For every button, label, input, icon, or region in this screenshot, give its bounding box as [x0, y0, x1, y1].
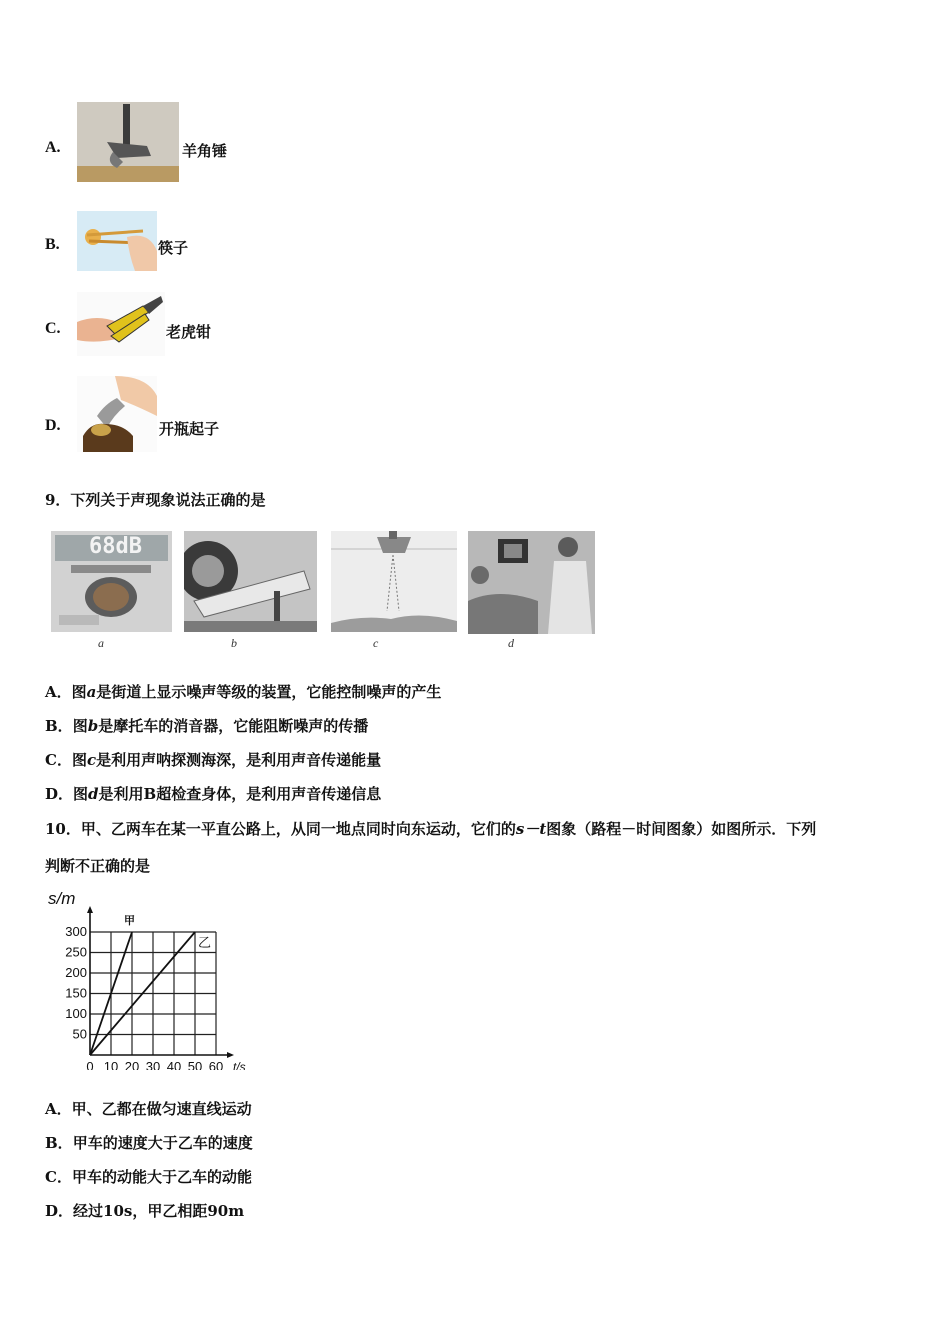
y-tick-label: 300: [65, 924, 87, 939]
option-var: b: [87, 717, 99, 735]
option-letter: B．: [45, 717, 73, 735]
y-tick-label: 250: [65, 944, 87, 960]
q9-option-a[interactable]: [45, 681, 441, 702]
chart-axes: [87, 906, 234, 1058]
x-axis-arrow: [227, 1052, 234, 1058]
x-tick-label: 10: [103, 1059, 119, 1070]
option-letter: A.: [45, 139, 61, 156]
y-tick-label: 150: [65, 985, 87, 1001]
figure-caption-a: a: [98, 636, 104, 650]
option-text: 是街道上显示噪声等级的装置，它能控制噪声的产生: [96, 683, 442, 701]
series-label-yi: 乙: [198, 935, 212, 950]
q10-option-d[interactable]: [45, 1200, 244, 1221]
option-var: d: [88, 785, 99, 803]
q10-option-a[interactable]: [45, 1098, 252, 1119]
option-text: 甲车的动能大于乙车的动能: [71, 1168, 252, 1186]
y-tick-label: 100: [65, 1006, 87, 1021]
option-text-pre: 图: [71, 751, 87, 769]
chart-grid: [90, 932, 216, 1055]
x-tick-label: 30: [145, 1059, 161, 1070]
noise-level-display: 68dB: [89, 534, 142, 559]
pliers-icon: [77, 292, 165, 356]
option-letter: B．: [45, 1134, 73, 1152]
option-letter: D.: [45, 417, 61, 434]
chopsticks-icon: [77, 211, 157, 271]
figure-caption-c: c: [373, 636, 379, 650]
option-letter: C.: [45, 320, 61, 337]
option-text: 甲车的速度大于乙车的速度: [72, 1134, 253, 1152]
x-tick-label: 50: [187, 1059, 203, 1070]
option-letter: D．: [45, 1202, 74, 1220]
x-tick-label: 20: [124, 1059, 140, 1070]
option-letter: D．: [45, 785, 74, 803]
x-tick-label: 0: [86, 1059, 94, 1070]
q9-option-d[interactable]: [45, 783, 381, 804]
option-letter: A．: [45, 1100, 72, 1118]
option-var: a: [86, 683, 97, 701]
option-text-pre: 图: [71, 683, 87, 701]
st-graph: [40, 880, 270, 1070]
option-text: 开瓶起子: [159, 420, 220, 438]
stem-text: 图象（路程－时间图象）如图所示．下列: [546, 820, 817, 838]
option-text: 是摩托车的消音器，它能阻断噪声的传播: [98, 717, 369, 735]
y-tick-label: 50: [72, 1026, 87, 1042]
option-text: 是利用B超检查身体，是利用声音传递信息: [98, 785, 382, 803]
y-tick-label: 200: [65, 965, 87, 980]
option-text: 老虎钳: [166, 323, 212, 341]
y-axis-label: s/m: [48, 889, 76, 908]
x-tick-label: 60: [208, 1059, 224, 1070]
option-letter: A．: [45, 683, 72, 701]
x-axis-label: t/s: [233, 1060, 246, 1070]
option-text: 筷子: [158, 239, 189, 257]
option-text: 是利用声呐探测海深，是利用声音传递能量: [96, 751, 382, 769]
q10-stem-line1: [45, 818, 816, 839]
bottle-opener-icon: [77, 376, 157, 452]
option-letter: C．: [45, 751, 72, 769]
ultrasound-exam-photo: [468, 531, 595, 634]
x-tick-label: 40: [166, 1059, 182, 1070]
figure-caption-d: d: [508, 636, 514, 650]
q10-option-c[interactable]: [45, 1166, 252, 1187]
q9-option-c[interactable]: [45, 749, 381, 770]
q10-option-b[interactable]: [45, 1132, 253, 1153]
q9-stem: 9．下列关于声现象说法正确的是: [45, 491, 266, 509]
option-text: 经过10s，甲乙相距90m: [73, 1202, 245, 1220]
option-text: 羊角锤: [182, 142, 228, 160]
sonar-ship-diagram: [331, 531, 457, 632]
option-letter: B.: [45, 236, 60, 253]
noise-meter-photo: [51, 531, 172, 632]
option-text-pre: 图: [72, 717, 88, 735]
q9-option-b[interactable]: [45, 715, 368, 736]
option-var: c: [86, 751, 97, 769]
claw-hammer-icon: [77, 102, 179, 182]
option-text: 甲、乙都在做匀速直线运动: [71, 1100, 252, 1118]
option-letter: C．: [45, 1168, 72, 1186]
series-label-jia: 甲: [124, 915, 135, 927]
q10-stem-line2: 判断不正确的是: [45, 857, 151, 875]
stem-text: 10．甲、乙两车在某一平直公路上，从同一地点同时向东运动，它们的: [45, 820, 516, 838]
y-axis-arrow: [87, 906, 93, 913]
figure-caption-b: b: [231, 636, 237, 650]
option-text-pre: 图: [73, 785, 89, 803]
stem-var: s－t: [515, 820, 547, 838]
motorcycle-muffler-photo: [184, 531, 317, 632]
